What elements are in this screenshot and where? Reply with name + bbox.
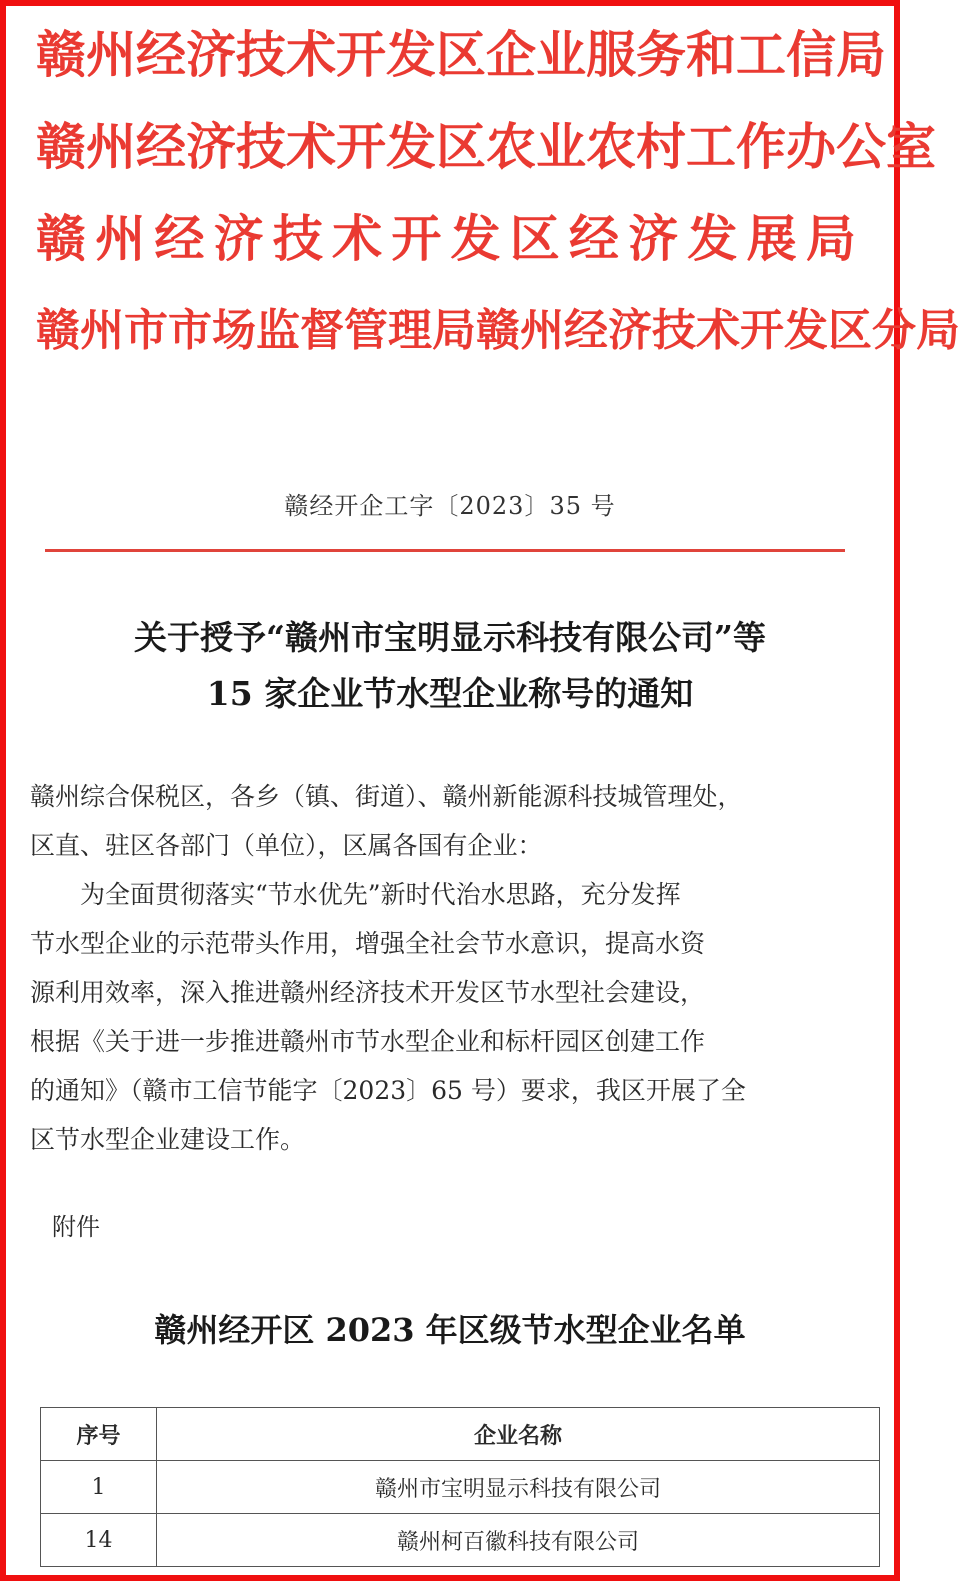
letterhead-char: 区 (436, 26, 486, 84)
letterhead-char: 企 (486, 26, 536, 84)
letterhead-char: 州 (80, 305, 124, 356)
letterhead-char: 场 (212, 305, 256, 356)
column-header-name: 企业名称 (157, 1408, 880, 1461)
letterhead-char: 术 (696, 305, 740, 356)
letterhead-char: 管 (344, 305, 388, 356)
letterhead-char: 分 (872, 305, 916, 356)
letterhead-char: 区 (509, 210, 560, 268)
letterhead-char: 济 (608, 305, 652, 356)
notice-title-line-1: 关于授予“赣州市宝明显示科技有限公司”等 (134, 618, 766, 657)
body-paragraph-line: 的通知》（赣市工信节能字〔2023〕65 号）要求，我区开展了全 (30, 1076, 746, 1105)
letterhead-char: 州 (520, 305, 564, 356)
letterhead-char: 州 (86, 118, 136, 176)
letterhead-char: 济 (213, 210, 264, 268)
letterhead-char: 术 (286, 26, 336, 84)
attachment-label: 附件 (52, 1213, 100, 1241)
body-paragraph-line: 区节水型企业建设工作。 (30, 1125, 306, 1154)
letterhead-char: 技 (652, 305, 696, 356)
letterhead-char: 局 (916, 305, 960, 356)
letterhead-char: 和 (686, 26, 736, 84)
table-row (41, 1514, 880, 1567)
letterhead-char: 开 (740, 305, 784, 356)
letterhead-char: 技 (236, 26, 286, 84)
letterhead-char: 办 (786, 118, 836, 176)
letterhead-char: 信 (786, 26, 836, 84)
row-number: 1 (41, 1461, 157, 1514)
table-row (41, 1461, 880, 1514)
letterhead-char: 服 (586, 26, 636, 84)
letterhead-char: 区 (828, 305, 872, 356)
letterhead-char: 术 (286, 118, 336, 176)
letterhead-char: 经 (136, 26, 186, 84)
letterhead-char: 公 (836, 118, 886, 176)
letterhead-char: 赣 (36, 118, 86, 176)
column-header-number: 序号 (41, 1408, 157, 1461)
letterhead-char: 州 (95, 210, 146, 268)
letterhead-char: 区 (436, 118, 486, 176)
letterhead-char: 赣 (36, 26, 86, 84)
letterhead-char: 农 (486, 118, 536, 176)
body-paragraph-line: 节水型企业的示范带头作用，增强全社会节水意识，提高水资 (30, 929, 706, 958)
letterhead-char: 作 (736, 118, 786, 176)
recipients-line: 赣州综合保税区，各乡（镇、街道）、赣州新能源科技城管理处， (30, 782, 743, 811)
letterhead-char: 发 (386, 26, 436, 84)
letterhead-char: 赣 (36, 210, 86, 268)
letterhead-char: 业 (536, 118, 586, 176)
letterhead-char: 业 (536, 26, 586, 84)
body-paragraph-line: 根据《关于进一步推进赣州市节水型企业和标杆园区创建工作 (30, 1027, 706, 1056)
letterhead-char: 开 (336, 26, 386, 84)
enterprise-name: 赣州柯百徽科技有限公司 (157, 1514, 880, 1567)
letterhead-char: 经 (564, 305, 608, 356)
letterhead-char: 发 (386, 118, 436, 176)
table-header-row (41, 1408, 880, 1461)
letterhead-char: 监 (256, 305, 300, 356)
letterhead-char: 督 (300, 305, 344, 356)
letterhead-char: 开 (336, 118, 386, 176)
letterhead-char: 济 (186, 118, 236, 176)
letterhead-char: 济 (628, 210, 679, 268)
letterhead-char: 开 (391, 210, 442, 268)
letterhead-char: 经 (154, 210, 205, 268)
list-title: 赣州经开区 2023 年区级节水型企业名单 (154, 1311, 746, 1349)
document-number: 赣经开企工字〔2023〕35 号 (284, 492, 616, 520)
letterhead-char: 经 (568, 210, 619, 268)
issuer-line-1 (36, 20, 886, 90)
letterhead-char: 技 (272, 210, 323, 268)
letterhead-char: 发 (450, 210, 501, 268)
letterhead-char: 技 (236, 118, 286, 176)
issuer-line-4 (36, 296, 960, 366)
letterhead-char: 发 (687, 210, 738, 268)
letterhead-char: 市 (168, 305, 212, 356)
letterhead-char: 展 (746, 210, 797, 268)
notice-title-line-2: 15 家企业节水型企业称号的通知 (206, 674, 694, 713)
letterhead-char: 市 (124, 305, 168, 356)
letterhead-char: 局 (432, 305, 476, 356)
letterhead-char: 农 (586, 118, 636, 176)
row-number: 14 (41, 1514, 157, 1567)
red-divider-line (45, 549, 845, 552)
letterhead-char: 理 (388, 305, 432, 356)
letterhead-char: 工 (736, 26, 786, 84)
issuer-line-2 (36, 112, 936, 182)
enterprise-list-table (40, 1407, 880, 1567)
letterhead-char: 工 (686, 118, 736, 176)
enterprise-name: 赣州市宝明显示科技有限公司 (157, 1461, 880, 1514)
letterhead-char: 赣 (36, 305, 80, 356)
letterhead-char: 州 (86, 26, 136, 84)
recipients-line: 区直、驻区各部门（单位），区属各国有企业： (30, 831, 543, 860)
letterhead-char: 局 (836, 26, 886, 84)
letterhead-char: 济 (186, 26, 236, 84)
letterhead-char: 发 (784, 305, 828, 356)
letterhead-char: 村 (636, 118, 686, 176)
letterhead-char: 局 (805, 210, 856, 268)
body-paragraph-line: 为全面贯彻落实“节水优先”新时代治水思路，充分发挥 (80, 880, 681, 909)
letterhead-char: 室 (886, 118, 936, 176)
letterhead-char: 术 (332, 210, 383, 268)
body-paragraph-line: 源利用效率，深入推进赣州经济技术开发区节水型社会建设， (30, 978, 706, 1007)
letterhead-char: 赣 (476, 305, 520, 356)
letterhead-char: 务 (636, 26, 686, 84)
issuer-line-3 (36, 204, 856, 274)
recipients-text (30, 772, 855, 1164)
letterhead-char: 经 (136, 118, 186, 176)
